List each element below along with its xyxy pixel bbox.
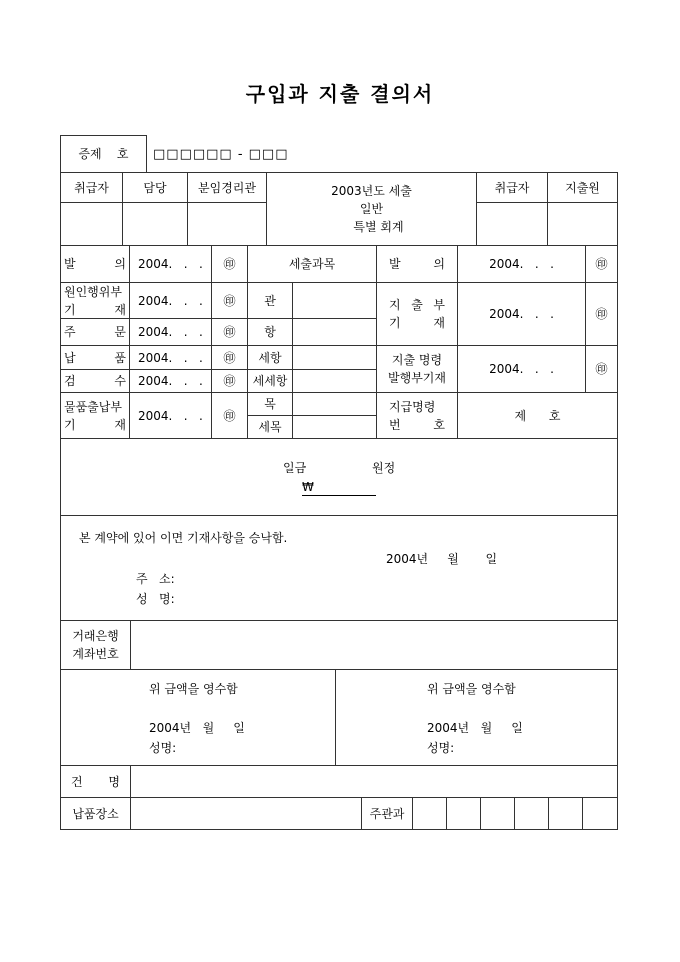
label-hang: 항 [247, 318, 293, 346]
date-field[interactable]: 2004. . . [129, 369, 212, 393]
label-delivery: 납 품 [60, 345, 130, 370]
receipt-name: 성명: [427, 741, 455, 755]
label-mok: 목 [247, 392, 293, 416]
name-label: 성 명: [136, 592, 175, 606]
sign-cell[interactable] [122, 202, 188, 246]
sign-cell[interactable] [60, 202, 123, 246]
date-field[interactable]: 2004. . . [457, 245, 586, 283]
doc-no-value: □□□□□□ - □□□ [153, 147, 289, 162]
bank-account-label: 거래은행 계좌번호 [60, 620, 131, 670]
stamp-icon: ㊞ [211, 245, 248, 283]
amount-section [60, 438, 618, 516]
gwan-field[interactable] [292, 282, 377, 319]
amount-label: 일금 [283, 461, 307, 475]
address-label: 주 소: [136, 572, 175, 586]
dept-cell[interactable] [514, 797, 549, 830]
bank-account-field[interactable] [130, 620, 618, 670]
sehang-field[interactable] [292, 345, 377, 370]
header-handler: 취급자 [60, 172, 123, 203]
stamp-icon: ㊞ [211, 282, 248, 319]
label-semok: 세목 [247, 415, 293, 439]
sign-cell[interactable] [187, 202, 267, 246]
amount-suffix: 원정 [372, 461, 396, 475]
header-charge: 담당 [122, 172, 188, 203]
label-payment-order-no: 지급명령 번 호 [376, 392, 458, 439]
amount-won-field[interactable]: ₩ [302, 479, 376, 496]
stamp-icon: ㊞ [585, 245, 618, 283]
sesehang-field[interactable] [292, 369, 377, 393]
dept-cell[interactable] [446, 797, 481, 830]
header-disburser: 지출원 [547, 172, 618, 203]
label-expense-order: 지출 명령 발행부기재 [376, 345, 458, 393]
dept-cell[interactable] [480, 797, 515, 830]
date-field[interactable]: 2004. . . [129, 282, 212, 319]
label-sehang: 세항 [247, 345, 293, 370]
fiscal-line-3: 특별 회계 [353, 220, 404, 234]
doc-no-label: 증제 호 [60, 135, 147, 173]
receipt-name: 성명: [149, 741, 177, 755]
stamp-icon: ㊞ [585, 345, 618, 393]
label-goods-ledger: 물품출납부 기 재 [60, 392, 130, 439]
receipt-text: 위 금액을 영수함 [427, 682, 516, 696]
date-field[interactable]: 2004. . . [457, 345, 586, 393]
item-name-label: 건 명 [60, 765, 131, 798]
label-order: 주 문 [60, 318, 130, 346]
dept-cell[interactable] [582, 797, 618, 830]
date-field[interactable]: 2004. . . [129, 392, 212, 439]
stamp-icon: ㊞ [211, 345, 248, 370]
fiscal-line-2: 일반 [359, 202, 384, 216]
stamp-icon: ㊞ [211, 392, 248, 439]
date-field[interactable]: 2004. . . [129, 318, 212, 346]
header-handler-2: 취급자 [476, 172, 548, 203]
stamp-icon: ㊞ [585, 282, 618, 346]
label-expense-ledger: 지 출 부 기 재 [376, 282, 458, 346]
receipt-date: 2004년 월 일 [427, 721, 523, 735]
contract-text: 본 계약에 있어 이면 기재사항을 승낙함. [79, 531, 288, 545]
label-gwan: 관 [247, 282, 293, 319]
label-sesehang: 세세항 [247, 369, 293, 393]
contract-date: 2004년 월 일 [386, 552, 498, 566]
semok-field[interactable] [292, 415, 377, 439]
fiscal-line-1: 2003년도 세출 [331, 184, 412, 198]
header-accountant: 분임경리관 [187, 172, 267, 203]
page-title: 구입과 지출 결의서 [245, 82, 435, 106]
dept-cell[interactable] [548, 797, 583, 830]
fiscal-year-box [266, 172, 477, 246]
date-field[interactable]: 2004. . . [457, 282, 586, 346]
date-field[interactable]: 2004. . . [129, 245, 212, 283]
payment-order-number[interactable]: 제 호 [457, 392, 618, 439]
delivery-place-field[interactable] [130, 797, 362, 830]
item-name-field[interactable] [130, 765, 618, 798]
dept-label: 주관과 [361, 797, 413, 830]
receipt-date: 2004년 월 일 [149, 721, 245, 735]
hang-field[interactable] [292, 318, 377, 346]
label-proposal-right: 발 의 [376, 245, 458, 283]
receipt-text: 위 금액을 영수함 [149, 682, 238, 696]
sign-cell[interactable] [476, 202, 548, 246]
dept-cell[interactable] [412, 797, 447, 830]
date-field[interactable]: 2004. . . [129, 345, 212, 370]
stamp-icon: ㊞ [211, 318, 248, 346]
budget-subject-label: 세출과목 [247, 245, 377, 283]
label-cause-record: 원인행위부 기 재 [60, 282, 130, 319]
sign-cell[interactable] [547, 202, 618, 246]
stamp-icon: ㊞ [211, 369, 248, 393]
label-inspection: 검 수 [60, 369, 130, 393]
label-proposal: 발 의 [60, 245, 130, 283]
mok-field[interactable] [292, 392, 377, 416]
delivery-place-label: 납품장소 [60, 797, 131, 830]
